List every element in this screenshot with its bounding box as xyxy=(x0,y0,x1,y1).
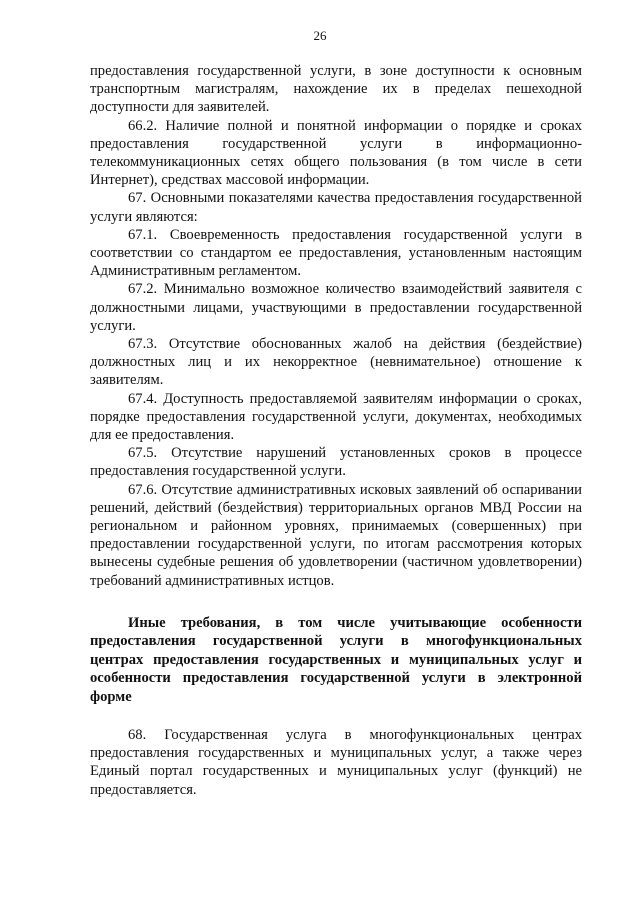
paragraph-67-1: 67.1. Своевременность предоставления государственной услуги в соответствии со стандартом ее предоставления, установленным настоящим Административным регламентом. xyxy=(90,226,582,280)
paragraph-67-4: 67.4. Доступность предоставляемой заявителям информации о сроках, порядке предоставления государственной услуги, документах, необходимых для ее предоставления. xyxy=(90,390,582,444)
paragraph-67-3: 67.3. Отсутствие обоснованных жалоб на действия (бездействие) должностных лиц и их некорректное (невнимательное) отношение к заявителям. xyxy=(90,336,582,389)
document-body xyxy=(90,62,582,799)
section-heading: Иные требования, в том числе учитывающие особенности предоставления государственной услуги в многофункциональных центрах предоставления государственных и муниципальных услуг и особенности предоставления государственной услуги в электронной форме xyxy=(90,614,582,705)
paragraph-67-5: 67.5. Отсутствие нарушений установленных сроков в процессе предоставления государственной услуги. xyxy=(90,445,582,480)
page-number: 26 xyxy=(313,28,327,43)
paragraph-66-2: 66.2. Наличие полной и понятной информации о порядке и сроках предоставления государственной услуги в информационно-телекоммуникационных сетях общего пользования (в том числе в сети Интернет), средствах массовой информации. xyxy=(90,117,582,189)
paragraph-67-6: 67.6. Отсутствие административных исковых заявлений об оспаривании решений, действий (бездействия) территориальных органов МВД России на региональном и районном уровнях, принимаемых (совершенных) при предоставлении государственной услуги, по итогам рассмотрения которых вынесены судебные решения об удовлетворении (частичном удовлетворении) требований административных истцов. xyxy=(90,481,582,589)
paragraph-68: 68. Государственная услуга в многофункциональных центрах предоставления государственных и муниципальных услуг, а также через Единый портал государственных и муниципальных услуг (функций) не предоставляется. xyxy=(90,726,582,798)
paragraph-continuation: предоставления государственной услуги, в зоне доступности к основным транспортным магистралям, нахождение их в пределах пешеходной доступности для заявителей. xyxy=(90,63,582,116)
paragraph-67: 67. Основными показателями качества предоставления государственной услуги являются: xyxy=(90,190,582,225)
paragraph-67-2: 67.2. Минимально возможное количество взаимодействий заявителя с должностными лицами, участвующими в предоставлении государственной услуги. xyxy=(90,281,582,334)
